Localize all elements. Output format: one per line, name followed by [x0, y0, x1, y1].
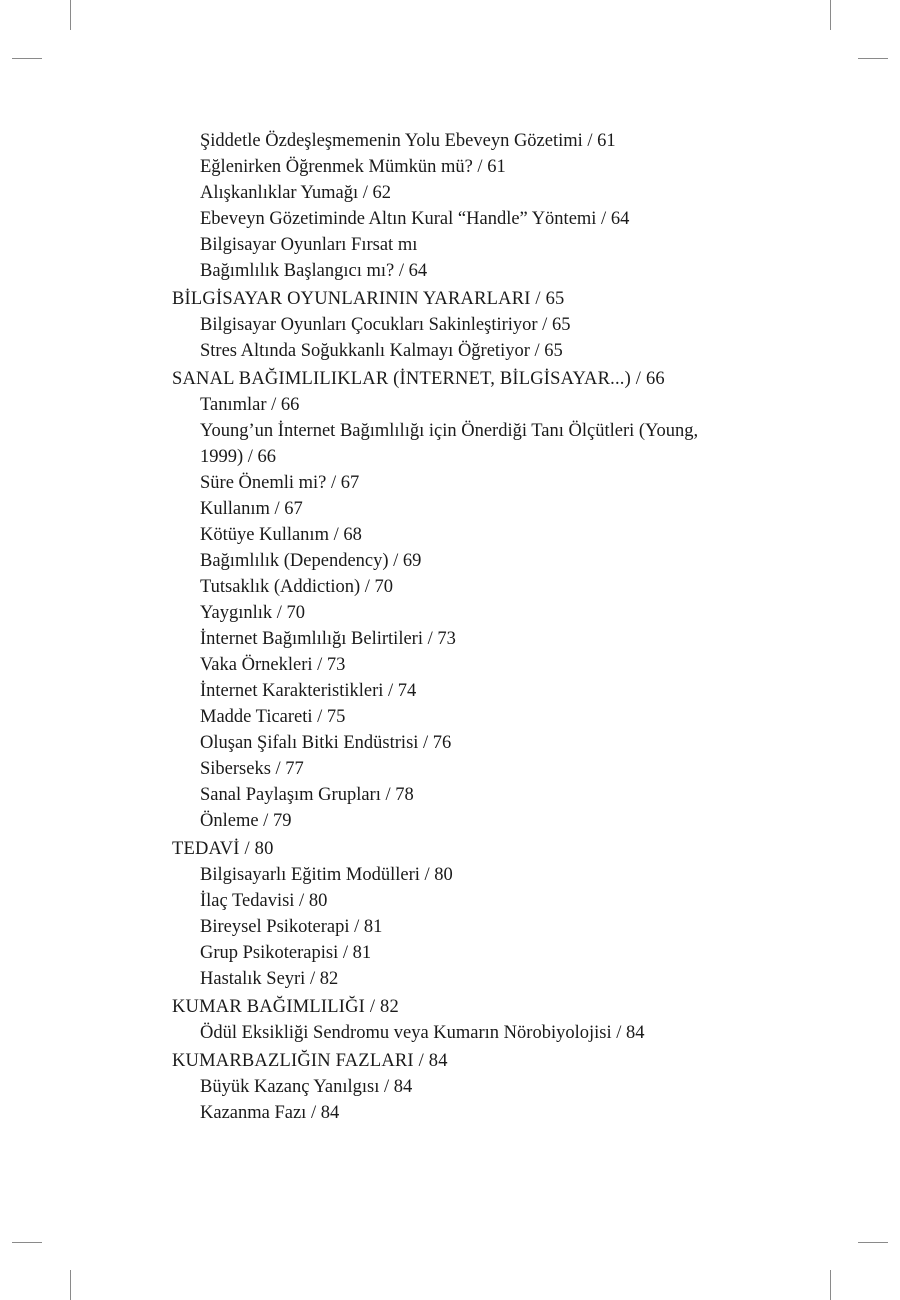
toc-section-heading: KUMAR BAĞIMLILIĞI / 82: [172, 997, 399, 1017]
toc-subentry: Sanal Paylaşım Grupları / 78: [200, 785, 414, 805]
toc-subentry: Kötüye Kullanım / 68: [200, 525, 362, 545]
toc-subentry: Eğlenirken Öğrenmek Mümkün mü? / 61: [200, 157, 506, 177]
toc-subentry: Stres Altında Soğukkanlı Kalmayı Öğretiyor / 65: [200, 341, 563, 361]
toc-subentry: İnternet Karakteristikleri / 74: [200, 681, 417, 701]
crop-mark-right-top: [858, 58, 888, 59]
toc-subentry: Yaygınlık / 70: [200, 603, 306, 623]
toc-subentry: Şiddetle Özdeşleşmemenin Yolu Ebeveyn Gözetimi / 61: [200, 131, 616, 151]
toc-subentry: Alışkanlıklar Yumağı / 62: [200, 183, 391, 203]
toc-subentry: Büyük Kazanç Yanılgısı / 84: [200, 1077, 413, 1097]
toc-subentry: Ebeveyn Gözetiminde Altın Kural “Handle” Yöntemi / 64: [200, 209, 630, 229]
crop-mark-bottom-right: [830, 1270, 831, 1300]
toc-subentry: Bireysel Psikoterapi / 81: [200, 917, 383, 937]
crop-mark-bottom-left: [70, 1270, 71, 1300]
toc-section-heading: SANAL BAĞIMLILIKLAR (İNTERNET, BİLGİSAYAR...) / 66: [172, 369, 665, 389]
toc-subentry: Bağımlılık Başlangıcı mı? / 64: [200, 261, 428, 281]
toc-subentry: Kazanma Fazı / 84: [200, 1103, 340, 1123]
toc-subentry: Young’un İnternet Bağımlılığı için Önerdiği Tanı Ölçütleri (Young,: [200, 421, 699, 441]
crop-mark-right-bottom: [858, 1242, 888, 1243]
toc-subentry: Oluşan Şifalı Bitki Endüstrisi / 76: [200, 733, 452, 753]
crop-mark-left-bottom: [12, 1242, 42, 1243]
crop-mark-left-top: [12, 58, 42, 59]
toc-subentry: Bağımlılık (Dependency) / 69: [200, 551, 422, 571]
toc-subentry: Madde Ticareti / 75: [200, 707, 346, 727]
toc-subentry: 1999) / 66: [200, 447, 277, 467]
table-of-contents: [172, 128, 732, 1126]
toc-subentry: Bilgisayar Oyunları Çocukları Sakinleştiriyor / 65: [200, 315, 571, 335]
toc-section-heading: KUMARBAZLIĞIN FAZLARI / 84: [172, 1051, 448, 1071]
toc-subentry: Bilgisayarlı Eğitim Modülleri / 80: [200, 865, 453, 885]
toc-subentry: Siberseks / 77: [200, 759, 304, 779]
toc-subentry: Hastalık Seyri / 82: [200, 969, 339, 989]
crop-mark-top-right: [830, 0, 831, 30]
toc-section-heading: BİLGİSAYAR OYUNLARININ YARARLARI / 65: [172, 289, 565, 309]
toc-subentry: Grup Psikoterapisi / 81: [200, 943, 372, 963]
crop-mark-top-left: [70, 0, 71, 30]
toc-subentry: İnternet Bağımlılığı Belirtileri / 73: [200, 629, 456, 649]
toc-subentry: Bilgisayar Oyunları Fırsat mı: [200, 235, 418, 255]
toc-subentry: Süre Önemli mi? / 67: [200, 473, 360, 493]
toc-subentry: Vaka Örnekleri / 73: [200, 655, 346, 675]
toc-section-heading: TEDAVİ / 80: [172, 839, 274, 859]
toc-subentry: Ödül Eksikliği Sendromu veya Kumarın Nörobiyolojisi / 84: [200, 1023, 645, 1043]
toc-subentry: Kullanım / 67: [200, 499, 303, 519]
toc-subentry: Önleme / 79: [200, 811, 292, 831]
toc-subentry: İlaç Tedavisi / 80: [200, 891, 328, 911]
toc-subentry: Tutsaklık (Addiction) / 70: [200, 577, 394, 597]
toc-subentry: Tanımlar / 66: [200, 395, 300, 415]
